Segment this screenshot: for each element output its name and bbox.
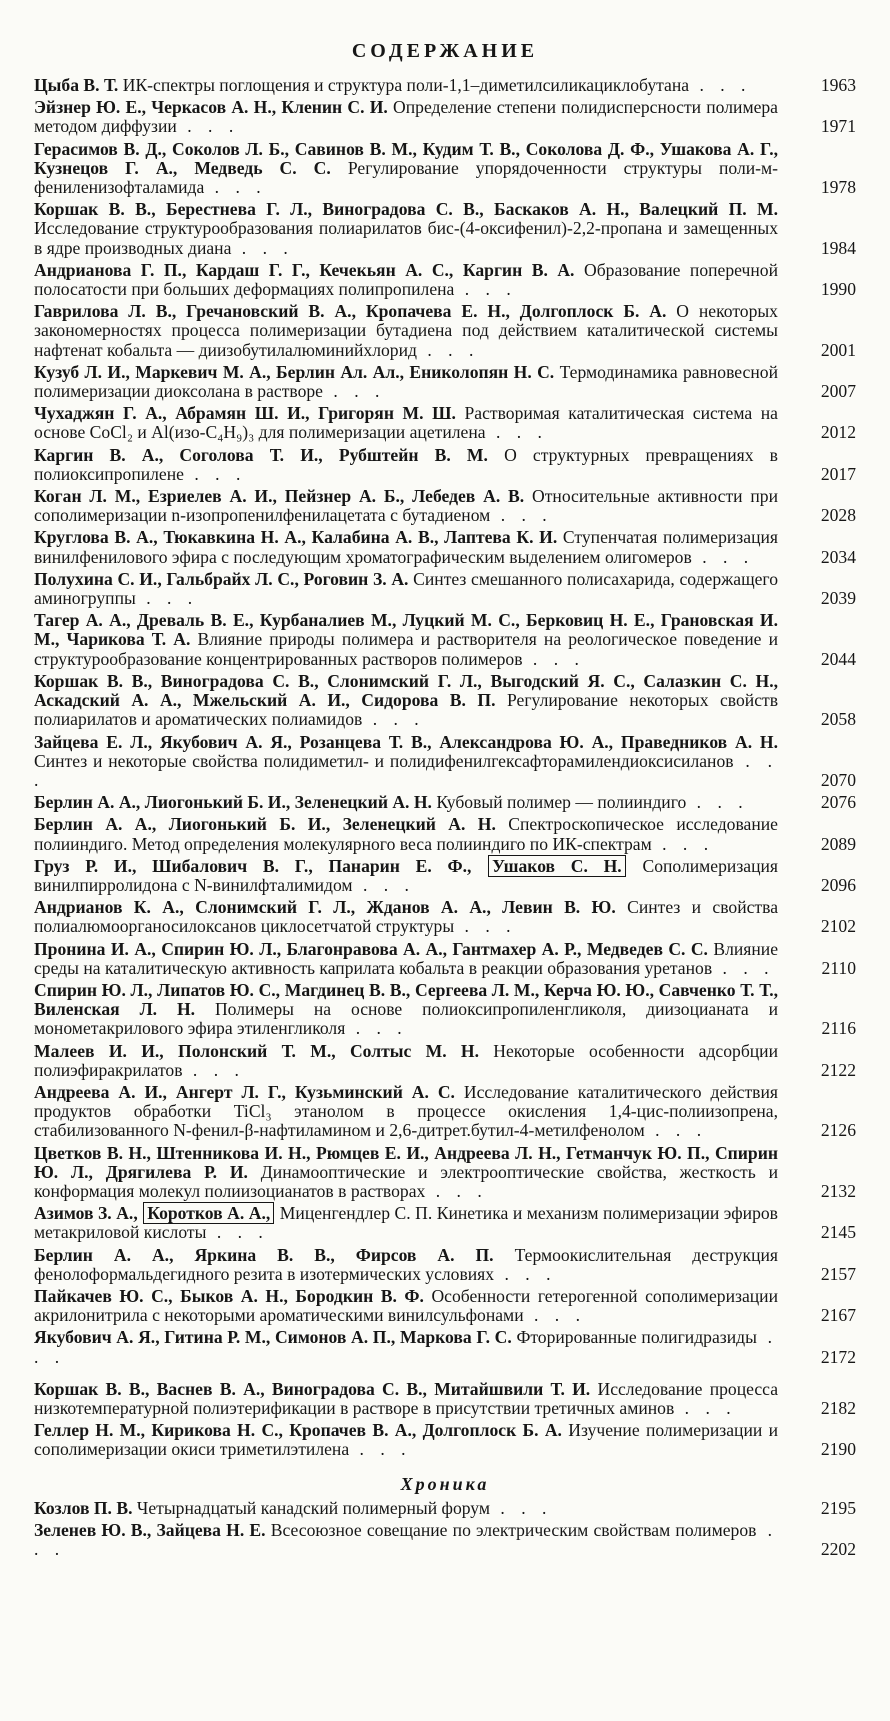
entry-text: [34, 528, 778, 566]
entry-title: Миценгендлер С. П. Кинетика и механизм полимеризации эфиров метакриловой кислоты: [34, 1203, 778, 1243]
leader-dots: . . .: [345, 1018, 408, 1039]
entry-authors: Якубович А. Я., Гитина Р. М., Симонов А. П., Маркова Г. С.: [34, 1327, 512, 1348]
entry-authors: Цыба В. Т.: [34, 75, 119, 95]
contents-entry: [34, 793, 856, 812]
entry-text: [34, 611, 778, 669]
leader-dots: . . .: [182, 1059, 245, 1080]
contents-entry: [34, 1144, 856, 1202]
entry-title: Регулирование некоторых свойств полиарилатов и ароматических полиамидов: [34, 690, 778, 730]
entry-authors: Зеленев Ю. В., Зайцева Н. Е.: [34, 1519, 266, 1540]
entry-title: Спектроскопическое исследование полииндиго. Метод определения молекулярного веса полииндиго по ИК-спектрам: [34, 814, 778, 854]
entry-title: Особенности гетерогенной сополимеризации акрилонитрила с некоторыми ароматическими винилсульфонами: [34, 1285, 779, 1326]
contents-entry: [34, 1204, 856, 1242]
leader-dots: . . .: [691, 546, 755, 567]
entry-authors: Чухаджян Г. А., Абрамян Ш. И., Григорян М. Ш.: [34, 403, 456, 424]
entry-title: Влияние среды на каталитическую активность каприлата кобальта в реакции образования уретанов: [34, 938, 779, 978]
leader-dots: . . .: [490, 1497, 553, 1518]
contents-list: [34, 76, 856, 1460]
leader-dots: . . .: [454, 279, 517, 300]
entry-page-number: 2190: [820, 1439, 856, 1460]
chronicle-heading: Хроника: [400, 1473, 490, 1494]
entry-authors: Эйзнер Ю. Е., Черкасов А. Н., Кленин С. И.: [34, 97, 388, 118]
entry-boxed-author: Ушаков С. Н.: [488, 855, 626, 877]
entry-text: [34, 404, 778, 442]
entry-page-number: 2001: [820, 339, 856, 360]
contents-page: [34, 40, 856, 1562]
entry-title: Регулирование упорядоченности структуры поли-м-фениленизофталамида: [34, 157, 778, 198]
entry-title: Определение степени полидисперсности полимера методом диффузии: [34, 97, 778, 137]
entry-authors: Зайцева Е. Л., Якубович А. Я., Розанцева Т. В., Александрова Ю. А., Праведников А. Н.: [34, 731, 778, 752]
leader-dots: . . .: [34, 1327, 778, 1367]
entry-page-number: 2172: [820, 1346, 856, 1367]
contents-entry: [34, 1380, 856, 1418]
contents-entry: [34, 733, 856, 791]
entry-text: [34, 200, 778, 258]
entry-authors: Гаврилова Л. В., Гречановский В. А., Кропачева Е. Н., Долгоплоск Б. А.: [34, 301, 667, 322]
entry-title: Ступенчатая полимеризация винилфенилового эфира с последующим хроматографическим выделением олигомеров: [34, 527, 778, 567]
entry-authors: Андреева А. И., Ангерт Л. Г., Кузьминский А. С.: [34, 1081, 455, 1102]
entry-page-number: 2034: [820, 546, 856, 567]
leader-dots: . . .: [425, 1180, 488, 1201]
entry-title: Растворимая каталитическая система на основе CoCl₂ и Al(изо-C₄H₉)₃ для полимеризации ацетилена: [34, 403, 778, 443]
entry-authors: Кузуб Л. И., Маркевич М. А., Берлин Ал. Ал., Ениколопян Н. С.: [34, 361, 555, 382]
entry-text: [34, 302, 778, 360]
contents-entry: [34, 1328, 856, 1366]
contents-entry: [34, 1521, 856, 1559]
contents-entry: [34, 672, 856, 730]
entry-text: [34, 487, 778, 525]
entry-authors: Герасимов В. Д., Соколов Л. Б., Савинов В. М., Кудим Т. В., Соколова Д. Ф., Ушакова А. Г., Кузнецов Г. А., Медведь С. С.: [34, 138, 778, 178]
leader-dots: . . .: [523, 1305, 586, 1326]
contents-entry: [34, 302, 856, 360]
entry-title: Образование поперечной полосатости при больших деформациях полипропилена: [34, 259, 779, 300]
contents-entry: [34, 140, 856, 198]
entry-text: [34, 1287, 778, 1325]
entry-title: Четырнадцатый канадский полимерный форум: [136, 1497, 491, 1518]
leader-dots: . . .: [651, 833, 715, 854]
entry-page-number: 2116: [821, 1018, 856, 1039]
entry-text: [34, 98, 778, 136]
entry-page-number: 2202: [820, 1539, 856, 1560]
leader-dots: . . .: [712, 957, 775, 978]
entry-authors: Спирин Ю. Л., Липатов Ю. С., Магдинец В. В., Сергеева Л. М., Керча Ю. Ю., Савченко Т. Т., Виленская Л. Н.: [34, 979, 778, 1020]
entry-title: Синтез и некоторые свойства полидиметил- и полидифенилгексафторамилендиоксисиланов: [34, 750, 734, 771]
leader-dots: . . .: [323, 381, 386, 402]
entry-authors: Пронина И. А., Спирин Ю. Л., Благонравова А. А., Гантмахер А. Р., Медведев С. С.: [34, 938, 708, 959]
leader-dots: . . .: [34, 750, 779, 790]
leader-dots: . . .: [416, 339, 480, 360]
contents-entry: [34, 940, 856, 978]
entry-title: Некоторые особенности адсорбции полиэфиракрилатов: [34, 1040, 779, 1080]
contents-entry: [34, 446, 856, 484]
entry-authors: Козлов П. В.: [34, 1497, 133, 1518]
entry-authors: Геллер Н. М., Кирикова Н. С., Кропачев В. А., Долгоплоск Б. А.: [34, 1420, 562, 1441]
entry-text: [34, 733, 778, 791]
entry-title: Исследование процесса низкотемпературной полиэтерификации в растворе в присутствии третичных аминов: [34, 1378, 779, 1418]
entry-page-number: 2102: [820, 916, 856, 937]
entry-text: [34, 857, 778, 895]
entry-page-number: 2076: [820, 792, 856, 813]
entry-authors: Берлин А. А., Лиогонький Б. И., Зеленецкий А. Н.: [34, 814, 496, 835]
entry-text: [34, 1246, 778, 1284]
entry-boxed-author: Коротков А. А.,: [143, 1202, 274, 1224]
entry-title: Кубовый полимер — полииндиго: [436, 792, 687, 813]
entry-authors: Коршак В. В., Берестнева Г. Л., Виноградова С. В., Баскаков А. Н., Валецкий П. М.: [34, 199, 778, 220]
entry-text: [34, 940, 778, 978]
entry-authors: Каргин В. А., Соголова Т. И., Рубштейн В. М.: [34, 444, 488, 465]
entry-title: Сополимеризация винилпирролидона с N-винилфталимидом: [34, 855, 778, 895]
entry-title: Термоокислительная деструкция фенолоформальдегидного резита в изотермических условиях: [34, 1244, 779, 1284]
leader-dots: . . .: [183, 463, 247, 484]
entry-page-number: 2126: [820, 1120, 856, 1141]
leader-dots: . . .: [686, 792, 749, 813]
contents-entry: [34, 1421, 856, 1459]
contents-entry: [34, 528, 856, 566]
entry-page-number: 2044: [820, 648, 856, 669]
contents-entry: [34, 363, 856, 401]
contents-entry: [34, 487, 856, 525]
entry-page-number: 2110: [821, 957, 856, 978]
leader-dots: . . .: [352, 874, 415, 895]
leader-dots: . . .: [231, 237, 294, 258]
entry-page-number: 2028: [820, 505, 856, 526]
leader-dots: . . .: [454, 916, 517, 937]
entry-title: Изучение полимеризации и сополимеризации окиси триметилэтилена: [34, 1420, 778, 1460]
entry-page-number: 2157: [820, 1263, 856, 1284]
contents-entry: [34, 1083, 856, 1141]
entry-page-number: 2089: [820, 833, 856, 854]
entry-page-number: 2096: [820, 874, 856, 895]
chronicle-list: [34, 1499, 856, 1560]
leader-dots: . . .: [135, 588, 199, 609]
entry-page-number: 1978: [820, 177, 856, 198]
contents-entry: [34, 76, 856, 95]
entry-authors: Тагер А. А., Древаль В. Е., Курбаналиев М., Луцкий М. С., Берковиц Н. Е., Грановская И. М., Чарикова Т. А.: [34, 610, 778, 650]
entry-title: Синтез и свойства полиалюмоорганосилоксанов циклосетчатой структуры: [34, 897, 779, 937]
contents-entry: [34, 404, 856, 442]
entry-text: [34, 76, 778, 95]
entry-page-number: 2070: [820, 769, 856, 790]
entry-text: [34, 793, 778, 812]
leader-dots: . . .: [674, 1398, 737, 1418]
contents-entry: [34, 981, 856, 1039]
entry-title: Динамооптические и электрооптические свойства, жесткость и конформация молекул полиизоцианатов в растворах: [34, 1161, 778, 1201]
entry-page-number: 2007: [820, 381, 856, 402]
entry-authors: Груз Р. И., Шибалович В. Г., Панарин Е. Ф.,: [34, 855, 472, 876]
entry-authors: Андрианов К. А., Слонимский Г. Л., Жданов А. А., Левин В. Ю.: [34, 897, 616, 918]
entry-page-number: 2145: [820, 1222, 856, 1243]
entry-text: [34, 261, 778, 299]
entry-title: Всесоюзное совещание по электрическим свойствам полимеров: [270, 1519, 757, 1540]
entry-text: [34, 1521, 778, 1559]
leader-dots: . . .: [34, 1519, 779, 1560]
contents-entry: [34, 857, 856, 895]
entry-page-number: 1963: [820, 75, 856, 95]
entry-page-number: 2182: [820, 1398, 856, 1418]
leader-dots: . . .: [689, 75, 752, 95]
entry-title: Исследование каталитического действия продуктов обработки TiCl₃ этанолом в процессе окисления 1,4-цис-полиизопрена, стабилизованного N-фенил-β-нафтиламином и 2,6-дитрет.бутил-4-метилфенолом: [34, 1081, 778, 1141]
leader-dots: . . .: [204, 177, 267, 198]
entry-authors: Берлин А. А., Лиогонький Б. И., Зеленецкий А. Н.: [34, 792, 432, 813]
contents-entry: [34, 815, 856, 853]
entry-title: Фторированные полигидразиды: [516, 1327, 757, 1348]
entry-page-number: 1984: [820, 237, 856, 258]
contents-entry: [34, 1287, 856, 1325]
entry-text: [34, 1380, 778, 1418]
entry-authors: Пайкачев Ю. С., Быков А. Н., Бородкин В. Ф.: [34, 1285, 424, 1306]
entry-authors: Андрианова Г. П., Кардаш Г. Г., Кечекьян А. С., Каргин В. А.: [34, 259, 575, 280]
entry-text: [34, 815, 778, 853]
contents-entry: [34, 1499, 856, 1518]
leader-dots: . . .: [349, 1439, 412, 1460]
entry-page-number: 2167: [820, 1305, 856, 1326]
contents-entry: [34, 200, 856, 258]
leader-dots: . . .: [644, 1120, 708, 1141]
entry-title: Влияние природы полимера и растворителя на реологическое поведение и структурообразование концентрированных растворов полимеров: [34, 629, 779, 669]
entry-page-number: 2039: [820, 588, 856, 609]
contents-entry: [34, 98, 856, 136]
contents-entry: [34, 898, 856, 936]
entry-authors: Коган Л. М., Езриелев А. И., Пейзнер А. Б., Лебедев А. В.: [34, 486, 525, 507]
entry-page-number: 2012: [820, 422, 856, 443]
entry-authors: Берлин А. А., Яркина В. В., Фирсов А. П.: [34, 1244, 494, 1265]
leader-dots: . . .: [485, 422, 548, 443]
leader-dots: . . .: [494, 1263, 557, 1284]
leader-dots: . . .: [206, 1222, 269, 1243]
entry-page-number: 2195: [820, 1497, 856, 1518]
entry-text: [34, 672, 778, 730]
entry-authors: Коршак В. В., Виноградова С. В., Слонимский Г. Л., Выгодский Я. С., Салазкин С. Н., Аскадский А. А., Мжельский А. И., Сидорова В. П.: [34, 670, 778, 711]
entry-authors: Коршак В. В., Васнев В. А., Виноградова С. В., Митайшвили Т. И.: [34, 1378, 591, 1399]
entry-text: [34, 140, 778, 198]
entry-authors: Круглова В. А., Тюкавкина Н. А., Калабина А. В., Лаптева К. И.: [34, 527, 558, 548]
entry-text: [34, 981, 778, 1039]
entry-authors: Азимов З. А.,: [34, 1203, 138, 1224]
leader-dots: . . .: [176, 116, 240, 137]
contents-entry: [34, 611, 856, 669]
entry-title: Полимеры на основе полиоксипропиленгликоля, диизоцианата и монометакрилового эфира этиленгликоля: [34, 999, 778, 1039]
leader-dots: . . .: [362, 709, 425, 730]
entry-page-number: 2132: [820, 1180, 856, 1201]
contents-entry: [34, 1042, 856, 1080]
entry-title: Относительные активности при сополимеризации n-изопропенилфенилацетата с бутадиеном: [34, 486, 778, 526]
entry-page-number: 2122: [820, 1059, 856, 1080]
contents-entry: [34, 1246, 856, 1284]
entry-text: [34, 898, 778, 936]
entry-text: [34, 1204, 778, 1242]
entry-page-number: 2058: [820, 709, 856, 730]
entry-authors: Малеев И. И., Полонский Т. М., Солтыс М. Н.: [34, 1040, 479, 1061]
contents-entry: [34, 570, 856, 608]
entry-page-number: 1971: [820, 116, 856, 137]
entry-page-number: 2017: [820, 463, 856, 484]
entry-text: [34, 1421, 778, 1459]
entry-title: Синтез смешанного полисахарида, содержащего аминогруппы: [34, 568, 779, 609]
entry-text: [34, 363, 778, 401]
entry-text: [34, 446, 778, 484]
entry-text: [34, 570, 778, 608]
contents-heading: СОДЕРЖАНИЕ: [351, 40, 539, 62]
entry-title: Исследование структурообразования полиарилатов бис-(4-оксифенил)-2,2-пропана и замещенных в ядре производных диана: [34, 218, 778, 258]
entry-text: [34, 1083, 778, 1141]
leader-dots: . . .: [490, 505, 553, 526]
entry-authors: Полухина С. И., Гальбрайх Л. С., Роговин З. А.: [34, 568, 409, 589]
entry-title: ИК-спектры поглощения и структура поли-1,1–диметилсиликациклобутана: [122, 75, 690, 95]
entry-page-number: 1990: [820, 279, 856, 300]
entry-text: [34, 1042, 778, 1080]
leader-dots: . . .: [522, 648, 585, 669]
entry-title: Термодинамика равновесной полимеризации диоксолана в растворе: [34, 361, 778, 402]
entry-title: О структурных превращениях в полиоксипропилене: [34, 444, 778, 484]
entry-text: [34, 1328, 778, 1366]
entry-text: [34, 1144, 778, 1202]
entry-text: [34, 1499, 778, 1518]
contents-entry: [34, 261, 856, 299]
entry-title: О некоторых закономерностях процесса полимеризации бутадиена под действием каталитической системы нафтенат кобальта — диизобутилалюминийхлорид: [34, 301, 778, 360]
entry-authors: Цветков В. Н., Штенникова И. Н., Рюмцев Е. И., Андреева Л. Н., Гетманчук Ю. П., Спирин Ю. Л., Дрягилева Р. И.: [34, 1142, 778, 1182]
